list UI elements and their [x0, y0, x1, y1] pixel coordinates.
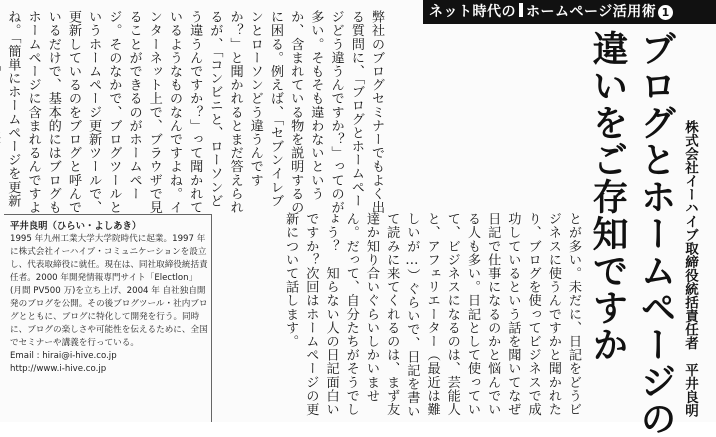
profile-name: 平井良明（ひらい・よしあき） [10, 221, 142, 232]
author-byline: 株式会社イーハイブ取締役統括責任者 平井良明 [682, 120, 698, 417]
series-header-bar [423, 0, 716, 24]
author-profile-box [10, 220, 208, 418]
profile-email: Email : hirai@i-hive.co.jp [10, 351, 117, 361]
series-name-a: ネット時代の [429, 4, 516, 20]
profile-divider-vertical [211, 214, 212, 422]
article-title: ブログとホームページの 違いをご存知ですか [587, 30, 676, 437]
series-divider [519, 3, 523, 17]
profile-url: http://www.i-hive.co.jp [10, 364, 107, 374]
article-body-column-1: 弊社のブログセミナーでもよく出る質問に、「ブログとホームページどう違うんですか？」ってのが多い。そもそも違わないというか、含まれている物を説明するのに困る。例えば、「セブンイレブンとローソンどう違うんですか？」と聞かれるとまだ答えられるが、「コンビニと、ローソンどう違うんですか？」って聞かれているようなものなんですよね。インターネット上で、ブラウザで見ることができるのがホームページ。そのなかで、ブログツールというホームページ更新ツールで、更新しているのをブログと呼んでいるだけで、基本的にはブログもホームページに含まれるんですよね。「簡単にホームページを更新 [5, 10, 384, 214]
series-number-badge: 1 [658, 5, 673, 20]
profile-bio: 1995 年九州工業大学大学院時代に起業。1997 年に株式会社イーハイブ・コミュニケーションを設立し、代表取締役に就任。現在は、同社取締役統括責任者。2000 年開発情報専門サイト「Electlon」(月間 PV500 万)を立ち上げ、2004 年 自社独自開発のブログを公開。その後ブログツール・社内ブログとともに、ブログに特化して開発を行う。同時に、ブログの楽しさや可能性を伝えるために、全国でセミナーや講義を行っている。 [10, 234, 208, 348]
series-name-b: ホームページ活用術 [526, 4, 657, 20]
article-body-column-2: とが多い。未だに、日記をどうビジネスに使うんですかと聞かれたり、ブログを使ってビジネスで成功しているという話を聞いてなぜ日記で仕事になるのかと悩んでいる人も多い。日記として使っていて、ビジネスになるのは、芸能人と、アフェリエーター（最近は難しいが…）ぐらいで、日記を書いて読みに来てくれるのは、まず友達か知り合いぐらいしかいません。だって、自分たちがそうでしょう？ 知らない人の日記面白いですか？次回はホームページの更新について話します。 [283, 212, 581, 418]
profile-divider-horizontal [4, 214, 211, 215]
